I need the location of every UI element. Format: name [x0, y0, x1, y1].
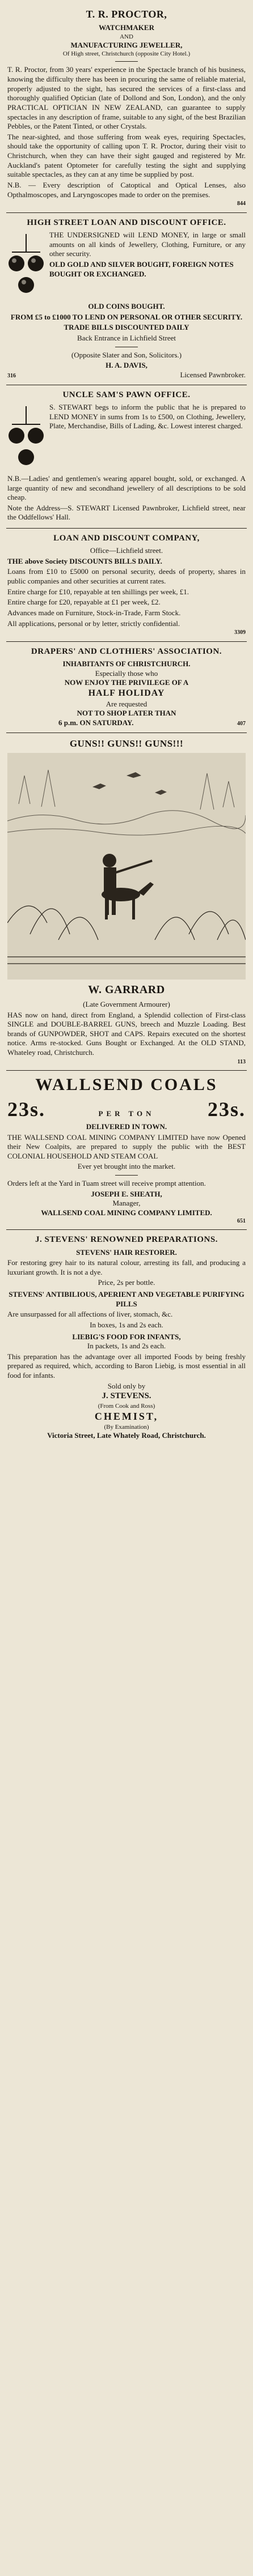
- stevens-text-2: Are unsurpassed for all affections of liver, stomach, &c.: [7, 1310, 173, 1319]
- discount-company-body-1: THE above Society DISCOUNTS BILLS DAILY.: [7, 556, 162, 565]
- loan-office-body-5: TRADE BILLS DISCOUNTED DAILY: [64, 323, 189, 332]
- proctor-and: AND: [120, 33, 133, 40]
- guns-body: HAS now on hand, direct from England, a Splendid collection of First-class SINGLE and DOUBLE-BARREL GUNS, breech and Muzzle Loading. Best brands of GUNPOWDER, SHOT and CAPS. Repairs executed on the shortest notice. Arms re-stocked. Guns Bought or Exchanged. At the OLD STAND, Whateley road, Christchurch.: [7, 1010, 246, 1057]
- discount-company-ref: 3309: [234, 629, 246, 636]
- uncle-sam-body-2: N.B.—Ladies' and gentlemen's wearing apparel bought, sold, or exchanged. A large quantity of new and secondhand jewellery of all descriptions to be sold cheap.: [7, 474, 246, 502]
- loan-office-advert: [6, 213, 247, 385]
- loan-office-signer: H. A. DAVIS,: [106, 361, 147, 370]
- wallsend-ref: 651: [237, 1217, 246, 1224]
- guns-advert: [6, 733, 247, 1071]
- uncle-sam-title: UNCLE SAM'S PAWN OFFICE.: [62, 390, 191, 399]
- loan-office-body-6: Back Entrance in Lichfield Street: [77, 334, 176, 343]
- wallsend-body-2: Ever yet brought into the market.: [77, 1162, 176, 1171]
- drapers-line-5: 6 p.m. ON SATURDAY.: [58, 718, 134, 727]
- discount-company-office: Office—Lichfield street.: [90, 546, 163, 555]
- proctor-ref: 844: [237, 201, 246, 207]
- wallsend-signer: JOSEPH E. SHEATH,: [91, 1189, 162, 1198]
- discount-company-body-2: Loans from £10 to £5000 on personal security, deeds of property, shares in public companies and other securities at current rates.: [7, 567, 246, 586]
- wallsend-body-1: THE WALLSEND COAL MINING COMPANY LIMITED have now Opened their New Coalpits, are prepared to supply the public with the BEST COLONIAL HOUSEHOLD AND STEAM COAL: [7, 1132, 246, 1160]
- loan-office-ref: 316: [7, 372, 16, 379]
- loan-office-title: HIGH STREET LOAN AND DISCOUNT OFFICE.: [27, 218, 226, 227]
- discount-company-advert: [6, 529, 247, 642]
- pawnbroker-balls-icon: [7, 232, 45, 300]
- proctor-body-3: N.B. — Every description of Catoptical and Optical Lenses, also Opthalmoscopes, and Laryngoscopes made to order on the premises.: [7, 180, 246, 199]
- drapers-line-3: Are requested: [106, 699, 147, 708]
- wallsend-signer-title: Manager,: [112, 1199, 141, 1208]
- stevens-from: (From Cook and Ross): [98, 1402, 155, 1410]
- discount-company-title: LOAN AND DISCOUNT COMPANY,: [53, 534, 200, 543]
- loan-office-body-1: THE UNDERSIGNED will LEND MONEY, in large or small amounts on all kinds of Jewellery, Clothing, Furniture, or any other security.: [49, 231, 246, 258]
- stevens-price-2: In boxes, 1s and 2s each.: [90, 1320, 163, 1329]
- stevens-text-3: This preparation has the advantage over all imported Foods by being freshly prepared as required, which, according to Baron Liebig, is most essential in all food for infants.: [7, 1352, 246, 1380]
- uncle-sam-advert: [6, 385, 247, 529]
- stevens-title: J. STEVENS' RENOWNED PREPARATIONS.: [35, 1235, 218, 1245]
- stevens-address: Victoria Street, Late Whately Road, Christchurch.: [47, 1430, 206, 1440]
- divider: [115, 1175, 138, 1176]
- uncle-sam-body-1: S. STEWART begs to inform the public that he is prepared to LEND MONEY in sums from 1s to £500, on Clothing, Jewellery, Plate, Merchandise, Bills of Lading, &c. Lowest interest charged.: [49, 402, 246, 431]
- stevens-signer: J. STEVENS.: [102, 1391, 151, 1401]
- proctor-trade: MANUFACTURING JEWELLER,: [70, 40, 183, 49]
- drapers-line-4: NOT TO SHOP LATER THAN: [77, 709, 176, 718]
- proctor-name: T. R. PROCTOR,: [86, 8, 167, 20]
- proctor-advert: [6, 3, 247, 213]
- wallsend-company: WALLSEND COAL MINING COMPANY LIMITED.: [41, 1208, 212, 1217]
- loan-office-body-4: FROM £5 to £1000 TO LEND ON PERSONAL OR OTHER SECURITY.: [10, 312, 243, 321]
- stevens-sold: Sold only by: [107, 1381, 146, 1390]
- stevens-text-3a: In packets, 1s and 2s each.: [87, 1342, 166, 1351]
- loan-office-body-3: OLD COINS BOUGHT.: [88, 302, 165, 311]
- discount-company-body-5: Advances made on Furniture, Stock-in-Trade, Farm Stock.: [7, 608, 181, 617]
- guns-name: W. GARRARD: [88, 983, 165, 997]
- drapers-advert: [6, 642, 247, 733]
- loan-office-body-2: OLD GOLD AND SILVER BOUGHT, FOREIGN NOTES BOUGHT OR EXCHANGED.: [49, 260, 234, 278]
- stevens-heading-1: STEVENS' HAIR RESTORER.: [76, 1247, 177, 1257]
- proctor-body-1: T. R. Proctor, from 30 years' experience in the Spectacle branch of his business, knowing the difficulty there has been in procuring the same of reliable material, properly adjusted to the sight, has secured the services of a first-class and thoroughly qualified Optician (late of Dollond and Son, London), and the only PRACTICAL OPTICIAN IN NEW ZEALAND, can guarantee to supply spectacles in any description of frame, suitable to any sight, of the best Brazilian Pebbles, or the Patent Tinted, or other Crystals.: [7, 65, 246, 131]
- proctor-body-2: The near-sighted, and those suffering from weak eyes, requiring Spectacles, should take the opportunity of calling upon T. R. Proctor, during their visit to Christchurch, when they can have their sight gauged and registered by Mr. Auckland's patent Optometer for carefully testing the sight and supplying suitable spectacles, as they can at any time be supplied by post.: [7, 132, 246, 179]
- wallsend-price-left: 23s.: [7, 1097, 46, 1121]
- discount-company-body-6: All applications, personal or by letter, strictly confidential.: [7, 619, 180, 628]
- stevens-exam: (By Examination): [104, 1423, 149, 1430]
- guns-title: GUNS!! GUNS!! GUNS!!!: [69, 738, 184, 749]
- discount-company-body-3: Entire charge for £10, repayable at ten shillings per week, £1.: [7, 587, 189, 596]
- wallsend-advert: [6, 1071, 247, 1230]
- stevens-price-1: Price, 2s per bottle.: [98, 1278, 155, 1287]
- stevens-text-1: For restoring grey hair to its natural colour, arresting its fall, and producing a luxuriant growth. It is not a dye.: [7, 1258, 246, 1276]
- stevens-heading-3: LIEBIG'S FOOD FOR INFANTS,: [72, 1332, 181, 1341]
- uncle-sam-body-3: Note the Address—S. STEWART Licensed Pawnbroker, Lichfield street, near the Oddfellows' Hall.: [7, 503, 246, 522]
- stevens-chemist: CHEMIST,: [94, 1410, 159, 1422]
- guns-ref: 113: [237, 1058, 246, 1065]
- drapers-ref: 407: [237, 720, 246, 727]
- drapers-line-1: Especially those who: [95, 669, 158, 678]
- discount-company-body-4: Entire charge for £20, repayable at £1 per week, £2.: [7, 598, 161, 607]
- wallsend-title: WALLSEND COALS: [35, 1075, 218, 1095]
- hunting-scene-illustration: [7, 753, 246, 980]
- wallsend-body-3: Orders left at the Yard in Tuam street will receive prompt attention.: [7, 1179, 206, 1188]
- drapers-line-2: NOW ENJOY THE PRIVILEGE OF A: [64, 678, 189, 687]
- drapers-half: HALF: [88, 688, 116, 699]
- loan-office-address: (Opposite Slater and Son, Solicitors.): [71, 350, 182, 359]
- proctor-title: WATCHMAKER: [99, 23, 154, 32]
- loan-office-signer-title: Licensed Pawnbroker.: [180, 370, 246, 379]
- drapers-holiday: HOLIDAY: [118, 688, 165, 699]
- guns-sub: (Late Government Armourer): [83, 999, 170, 1008]
- stevens-heading-2: STEVENS' ANTIBILIOUS, APERIENT AND VEGETABLE PURIFYING PILLS: [9, 1290, 244, 1308]
- newspaper-column: [6, 0, 247, 1445]
- drapers-sub: INHABITANTS OF CHRISTCHURCH.: [62, 659, 191, 669]
- pawnbroker-balls-icon: [7, 404, 45, 472]
- wallsend-price-right: 23s.: [207, 1097, 246, 1121]
- proctor-address: Of High street, Christchurch (opposite City Hotel.): [62, 50, 191, 58]
- stevens-advert: [6, 1230, 247, 1445]
- divider: [115, 61, 138, 62]
- wallsend-per-ton: PER TON: [98, 1109, 155, 1118]
- drapers-title: DRAPERS' AND CLOTHIERS' ASSOCIATION.: [31, 647, 222, 657]
- wallsend-delivered: DELIVERED IN TOWN.: [86, 1122, 167, 1131]
